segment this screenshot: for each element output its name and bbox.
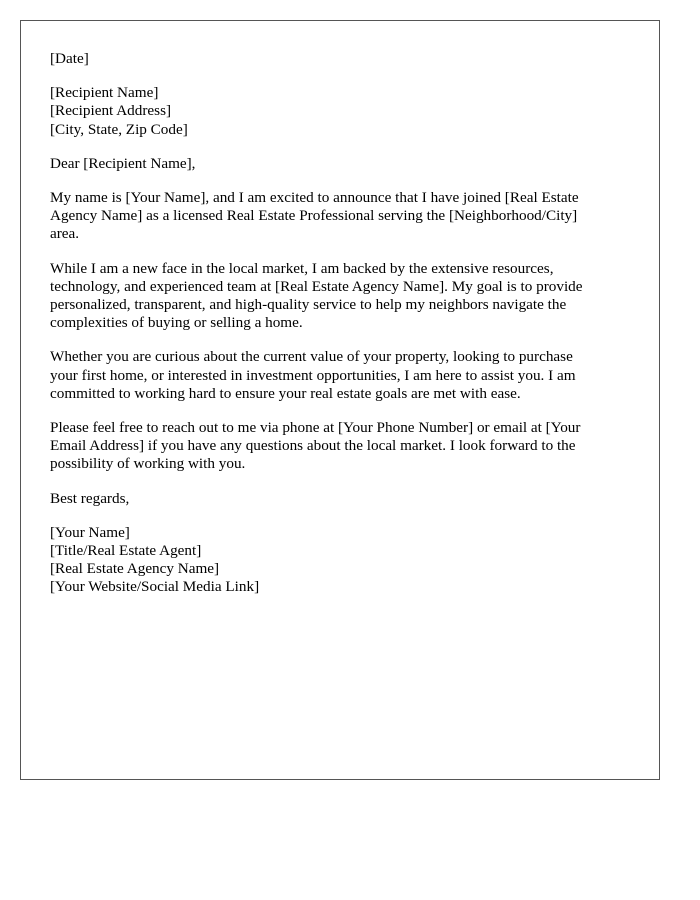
recipient-block — [50, 84, 630, 139]
signature-block — [50, 524, 630, 597]
signature-name: [Your Name] — [50, 523, 130, 541]
signature-agency: [Real Estate Agency Name] — [50, 560, 220, 578]
paragraph-line: Please feel free to reach out to me via phone at [Your Phone Number] or email at [Your — [50, 419, 581, 437]
paragraph-line: possibility of working with you. — [50, 455, 246, 473]
signature-title: [Title/Real Estate Agent] — [50, 542, 202, 560]
paragraph-line: Agency Name] as a licensed Real Estate Professional serving the [Neighborhood/City] — [50, 207, 578, 225]
paragraph-line: personalized, transparent, and high-quality service to help my neighbors navigate the — [50, 296, 567, 314]
recipient-city-state-zip: [City, State, Zip Code] — [50, 120, 188, 138]
recipient-name: [Recipient Name] — [50, 84, 159, 102]
salutation-text: Dear [Recipient Name], — [50, 154, 196, 172]
date — [50, 50, 630, 68]
paragraph-line: While I am a new face in the local market, I am backed by the extensive resources, — [50, 259, 554, 277]
paragraph-background — [50, 260, 630, 333]
paragraph-line: Email Address] if you have any questions about the local market. I look forward to the — [50, 437, 576, 455]
paragraph-line: committed to working hard to ensure your real estate goals are met with ease. — [50, 384, 521, 402]
salutation — [50, 155, 630, 173]
letter-body — [50, 50, 630, 613]
paragraph-line: your first home, or interested in investment opportunities, I am here to assist you. I am — [50, 366, 576, 384]
closing-text: Best regards, — [50, 489, 130, 507]
recipient-address: [Recipient Address] — [50, 102, 172, 120]
signature-website: [Your Website/Social Media Link] — [50, 578, 260, 596]
paragraph-introduction — [50, 189, 630, 244]
paragraph-line: Whether you are curious about the current value of your property, looking to purchase — [50, 348, 573, 366]
paragraph-line: area. — [50, 225, 80, 243]
date-text: [Date] — [50, 50, 89, 67]
paragraph-line: complexities of buying or selling a home. — [50, 314, 303, 332]
paragraph-line: technology, and experienced team at [Real Estate Agency Name]. My goal is to provide — [50, 277, 583, 295]
letter-page — [20, 20, 660, 780]
closing — [50, 490, 630, 508]
paragraph-services — [50, 348, 630, 403]
paragraph-line: My name is [Your Name], and I am excited to announce that I have joined [Real Estate — [50, 189, 579, 207]
paragraph-contact — [50, 419, 630, 474]
